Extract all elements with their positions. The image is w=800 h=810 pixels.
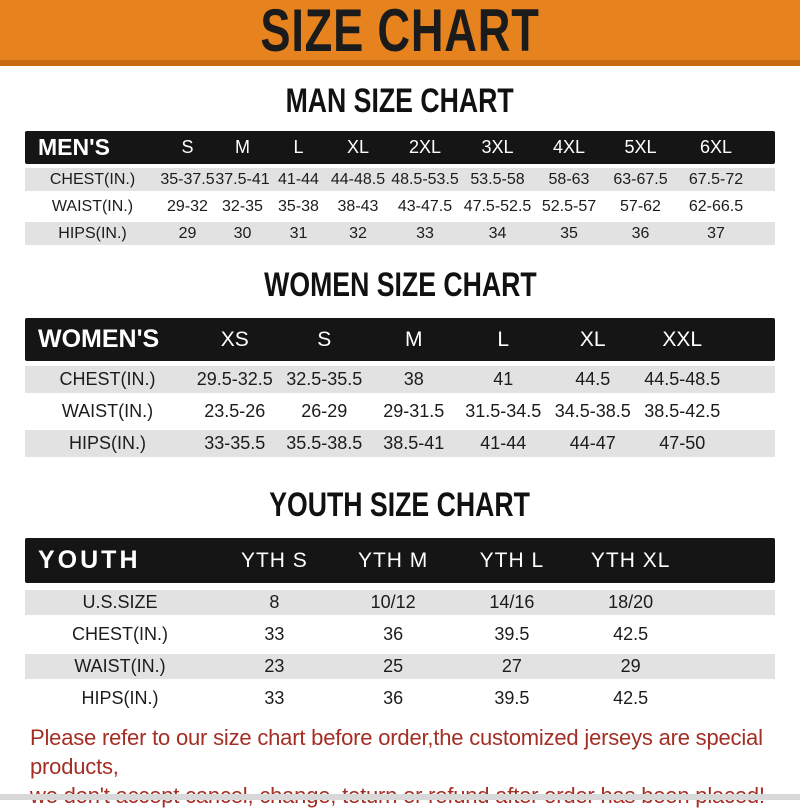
column-header: YTH M — [357, 548, 429, 572]
table-cell: 33-35.5 — [204, 433, 266, 453]
table-cell: 29-31.5 — [383, 401, 445, 421]
column-header: 5XL — [624, 137, 657, 157]
table-cell: 63-67.5 — [613, 170, 668, 188]
youth-heading-text: YOUTH SIZE CHART — [269, 484, 531, 525]
table-cell: 14/16 — [489, 592, 535, 612]
table-cell: 35 — [560, 224, 578, 242]
table-cell: 23.5-26 — [204, 401, 266, 421]
table-cell: 52.5-57 — [541, 197, 597, 215]
table-cell: 58-63 — [548, 170, 590, 188]
table-cell: 35.5-38.5 — [286, 433, 363, 453]
table-cell: 23 — [264, 656, 285, 676]
table-cell: 44-47 — [569, 433, 616, 453]
women-heading-text: WOMEN SIZE CHART — [263, 264, 537, 305]
column-header: YTH S — [240, 548, 308, 572]
table-row — [25, 222, 775, 245]
table-cell: 29 — [620, 656, 641, 676]
table-cell: 36 — [631, 224, 650, 242]
table-cell: 41 — [493, 369, 514, 389]
column-header: YTH L — [479, 548, 545, 572]
table-corner-label: MEN'S — [38, 134, 110, 160]
row-label: HIPS(IN.) — [68, 433, 146, 453]
table-row — [25, 195, 775, 218]
table-cell: 44.5 — [575, 369, 611, 389]
column-header: YTH XL — [590, 548, 671, 572]
table-cell: 32 — [349, 224, 367, 242]
column-header: XL — [579, 327, 606, 351]
table-cell: 37 — [707, 224, 725, 242]
table-cell: 57-62 — [620, 197, 661, 215]
row-label: U.S.SIZE — [82, 592, 158, 612]
table-cell: 43-47.5 — [397, 197, 453, 215]
table-header-row — [25, 538, 775, 583]
table-cell: 38-43 — [337, 197, 379, 215]
banner-title: SIZE CHART — [260, 0, 540, 64]
order-policy-line-1: Please refer to our size chart before order,the customized jerseys are special products, — [30, 725, 763, 780]
table-cell: 39.5 — [494, 624, 530, 644]
table-row — [25, 430, 775, 457]
column-header: S — [181, 137, 194, 157]
row-label: WAIST(IN.) — [61, 401, 154, 421]
column-header: XS — [220, 327, 249, 351]
table-cell: 18/20 — [608, 592, 654, 612]
table-row — [25, 366, 775, 393]
row-label: CHEST(IN.) — [59, 369, 156, 389]
table-cell: 67.5-72 — [688, 170, 744, 188]
column-header: L — [497, 327, 510, 351]
row-label: CHEST(IN.) — [49, 170, 136, 188]
size-chart-banner — [0, 0, 800, 66]
column-header: 4XL — [552, 137, 586, 157]
column-header: XL — [346, 137, 370, 157]
row-label: CHEST(IN.) — [72, 624, 168, 644]
women-size-table — [25, 318, 775, 457]
column-header: 2XL — [408, 137, 442, 157]
table-cell: 53.5-58 — [470, 170, 525, 188]
table-cell: 29 — [178, 224, 197, 242]
column-header: 6XL — [699, 137, 733, 157]
women-section-heading — [0, 264, 800, 305]
table-corner-label: YOUTH — [38, 546, 141, 574]
man-heading-text: MAN SIZE CHART — [285, 80, 515, 121]
table-cell: 33 — [416, 224, 434, 242]
table-cell: 10/12 — [370, 592, 416, 612]
table-row — [25, 622, 775, 647]
table-cell: 33 — [264, 688, 285, 708]
table-cell: 38 — [403, 369, 424, 389]
table-cell: 42.5 — [613, 688, 649, 708]
column-header: M — [405, 327, 423, 351]
table-cell: 34 — [488, 224, 507, 242]
column-header: S — [317, 327, 332, 351]
table-corner-label: WOMEN'S — [38, 325, 160, 353]
column-header: 3XL — [481, 137, 514, 157]
table-cell: 33 — [264, 624, 285, 644]
man-section-heading — [0, 80, 800, 121]
table-cell: 44.5-48.5 — [644, 369, 721, 389]
column-header: XXL — [662, 327, 703, 351]
table-cell: 39.5 — [494, 688, 530, 708]
table-cell: 34.5-38.5 — [554, 401, 631, 421]
table-cell: 47-50 — [659, 433, 706, 453]
column-header: M — [235, 137, 250, 157]
table-cell: 31.5-34.5 — [465, 401, 542, 421]
row-label: WAIST(IN.) — [74, 656, 166, 676]
table-cell: 25 — [383, 656, 404, 676]
youth-section-heading — [0, 484, 800, 525]
table-cell: 41-44 — [278, 170, 319, 188]
table-cell: 36 — [383, 688, 404, 708]
table-row — [25, 590, 775, 615]
column-header: L — [293, 137, 304, 157]
table-header-row — [25, 318, 775, 361]
youth-size-table — [25, 538, 775, 711]
table-cell: 35-37.5 — [160, 170, 215, 188]
table-cell: 44-48.5 — [330, 170, 386, 188]
table-cell: 41-44 — [480, 433, 527, 453]
table-cell: 38.5-42.5 — [644, 401, 721, 421]
table-cell: 62-66.5 — [688, 197, 744, 215]
table-row — [25, 654, 775, 679]
bottom-edge-strip — [0, 794, 800, 800]
men-size-table — [25, 131, 775, 245]
table-cell: 26-29 — [301, 401, 348, 421]
table-cell: 32.5-35.5 — [286, 369, 363, 389]
row-label: HIPS(IN.) — [81, 688, 159, 708]
table-cell: 38.5-41 — [383, 433, 445, 453]
table-cell: 30 — [233, 224, 252, 242]
table-row — [25, 686, 775, 711]
table-row — [25, 398, 775, 425]
table-cell: 32-35 — [222, 197, 263, 215]
table-header-row — [25, 131, 775, 164]
table-row — [25, 168, 775, 191]
table-cell: 37.5-41 — [215, 170, 270, 188]
table-cell: 29.5-32.5 — [196, 369, 273, 389]
table-cell: 8 — [269, 592, 280, 612]
row-label: HIPS(IN.) — [58, 224, 127, 242]
table-cell: 36 — [383, 624, 404, 644]
row-label: WAIST(IN.) — [51, 197, 134, 215]
table-cell: 48.5-53.5 — [391, 170, 459, 188]
table-cell: 35-38 — [278, 197, 319, 215]
table-cell: 31 — [289, 224, 308, 242]
table-cell: 42.5 — [613, 624, 649, 644]
table-cell: 47.5-52.5 — [463, 197, 532, 215]
table-cell: 27 — [501, 656, 522, 676]
table-cell: 29-32 — [167, 197, 208, 215]
